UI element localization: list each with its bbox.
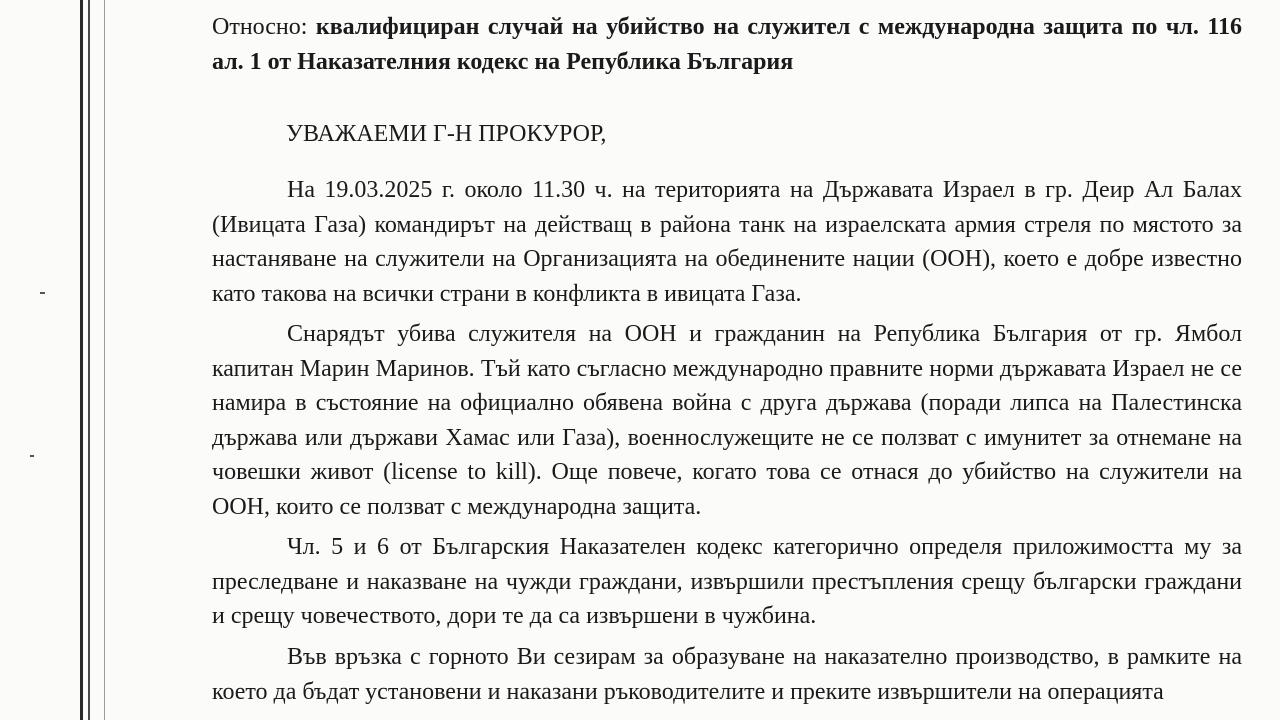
salutation: УВАЖАЕМИ Г-Н ПРОКУРОР, bbox=[286, 121, 607, 147]
subject-line bbox=[212, 10, 1242, 79]
subject-prefix: Относно: bbox=[212, 14, 308, 40]
paragraph-1: На 19.03.2025 г. около 11.30 ч. на територията на Държавата Израел в гр. Деир Ал Балах (Ивицата Газа) командирът на действащ в района танк на израелската армия стреля по мястото за настаняване на служители на Организацията на обединените нации (ООН), което е добре известно като такова на всички страни в конфликта в ивицата Газа. bbox=[212, 177, 1242, 307]
scan-speck bbox=[30, 455, 34, 457]
scan-border-line bbox=[88, 0, 90, 720]
paragraph-4: Във връзка с горното Ви сезирам за образуване на наказателно производство, в рамките на което да бъдат установени и наказани ръководителите и преките извършители на операцията bbox=[212, 644, 1242, 705]
scan-speck bbox=[40, 292, 45, 294]
subject-text: квалифициран случай на убийство на служител с международна защита по чл. 116 ал. 1 от Наказателния кодекс на Република България bbox=[212, 14, 1242, 75]
scan-border-line bbox=[80, 0, 83, 720]
scan-border-line bbox=[104, 0, 105, 720]
paragraph-3: Чл. 5 и 6 от Българския Наказателен кодекс категорично определя приложимостта му за преследване и наказване на чужди граждани, извършили престъпления срещу български граждани и срещу човечеството, дори те да са извършени в чужбина. bbox=[212, 534, 1242, 629]
paragraph-2: Снарядът убива служителя на ООН и гражданин на Република България от гр. Ямбол капитан Марин Маринов. Тъй като съгласно международно правните норми държавата Израел не се намира в състояние на официално обявена война с друга държава (поради липса на Палестинска държава или държави Хамас или Газа), военнослужещите не се ползват с имунитет за отнемане на човешки живот (license to kill). Още повече, когато това се отнася до убийство на служители на ООН, които се ползват с международна защита. bbox=[212, 321, 1242, 520]
